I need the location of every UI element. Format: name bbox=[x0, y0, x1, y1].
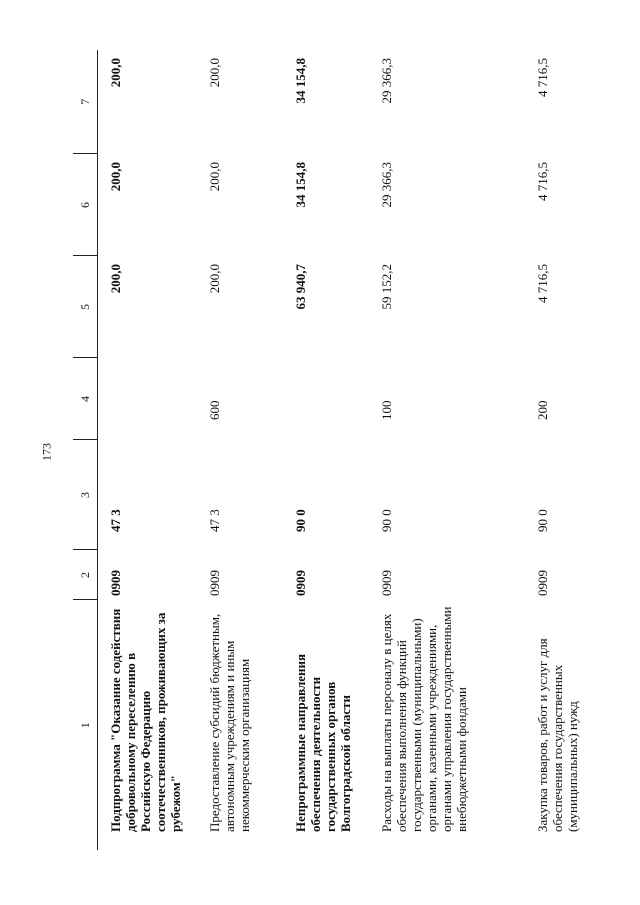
row-name: Расходы на выплаты персоналу в целях обеспечения выполнения функций государственными (муниципальными) органами, казенными учреждениями, органами управления государственными внебюджетными фондами bbox=[379, 606, 469, 832]
header-col-2: 2 bbox=[73, 550, 98, 600]
row-vr bbox=[283, 358, 369, 440]
row-sum-2: 200,0 bbox=[108, 162, 123, 192]
table-row bbox=[197, 50, 283, 850]
row-sum-3: 4 716,5 bbox=[535, 58, 550, 97]
row-vr: 200 bbox=[535, 400, 550, 420]
row-razdel: 0909 bbox=[207, 570, 222, 596]
row-csr: 47 3 bbox=[207, 509, 222, 532]
row-csr: 47 3 bbox=[108, 509, 123, 532]
row-sum-3: 34 154,8 bbox=[293, 58, 308, 104]
row-sum-2: 34 154,8 bbox=[293, 162, 308, 208]
header-col-6: 6 bbox=[73, 154, 98, 256]
row-sum-2: 29 366,3 bbox=[379, 162, 394, 208]
row-name: Закупка товаров, работ и услуг для обеспечения государственных (муниципальных) нужд bbox=[535, 638, 580, 832]
row-name: Предоставление субсидий бюджетным, автономным учреждениям и иным некоммерческим организациям bbox=[207, 613, 252, 832]
row-vr: 100 bbox=[379, 400, 394, 420]
row-sum-2: 200,0 bbox=[207, 162, 222, 192]
table-row bbox=[98, 50, 198, 850]
row-name: Непрограммные направления обеспечения деятельности государственных органов Волгоградской области bbox=[293, 653, 353, 832]
header-col-3: 3 bbox=[73, 440, 98, 550]
row-sum-2: 4 716,5 bbox=[535, 162, 550, 201]
row-sum-3: 200,0 bbox=[207, 58, 222, 88]
row-csr: 90 0 bbox=[535, 509, 550, 532]
row-csr: 90 0 bbox=[379, 509, 394, 532]
row-sum-1: 4 716,5 bbox=[535, 264, 550, 303]
page-number: 173 bbox=[39, 443, 54, 461]
row-sum-1: 63 940,7 bbox=[293, 264, 308, 310]
header-row bbox=[73, 50, 98, 850]
row-vr bbox=[98, 358, 198, 440]
row-sum-3: 29 366,3 bbox=[379, 58, 394, 104]
row-razdel: 0909 bbox=[108, 570, 123, 596]
header-col-7: 7 bbox=[73, 50, 98, 154]
row-vr: 600 bbox=[207, 400, 222, 420]
row-razdel: 0909 bbox=[293, 570, 308, 596]
header-col-1: 1 bbox=[73, 600, 98, 850]
row-csr: 90 0 bbox=[293, 509, 308, 532]
table-row bbox=[525, 50, 607, 850]
budget-table bbox=[73, 50, 607, 850]
header-col-4: 4 bbox=[73, 358, 98, 440]
row-razdel: 0909 bbox=[535, 570, 550, 596]
row-razdel: 0909 bbox=[379, 570, 394, 596]
row-sum-3: 200,0 bbox=[108, 58, 123, 88]
table-row bbox=[369, 50, 525, 850]
row-sum-1: 200,0 bbox=[207, 264, 222, 294]
header-col-5: 5 bbox=[73, 256, 98, 358]
row-name: Подпрограмма "Оказание содействия добровольному переселению в Российскую Федерацию соотечественников, проживающих за рубежом" bbox=[108, 608, 183, 832]
row-sum-1: 59 152,2 bbox=[379, 264, 394, 310]
row-sum-1: 200,0 bbox=[108, 264, 123, 294]
rotated-table-container bbox=[73, 50, 615, 850]
table-row bbox=[283, 50, 369, 850]
